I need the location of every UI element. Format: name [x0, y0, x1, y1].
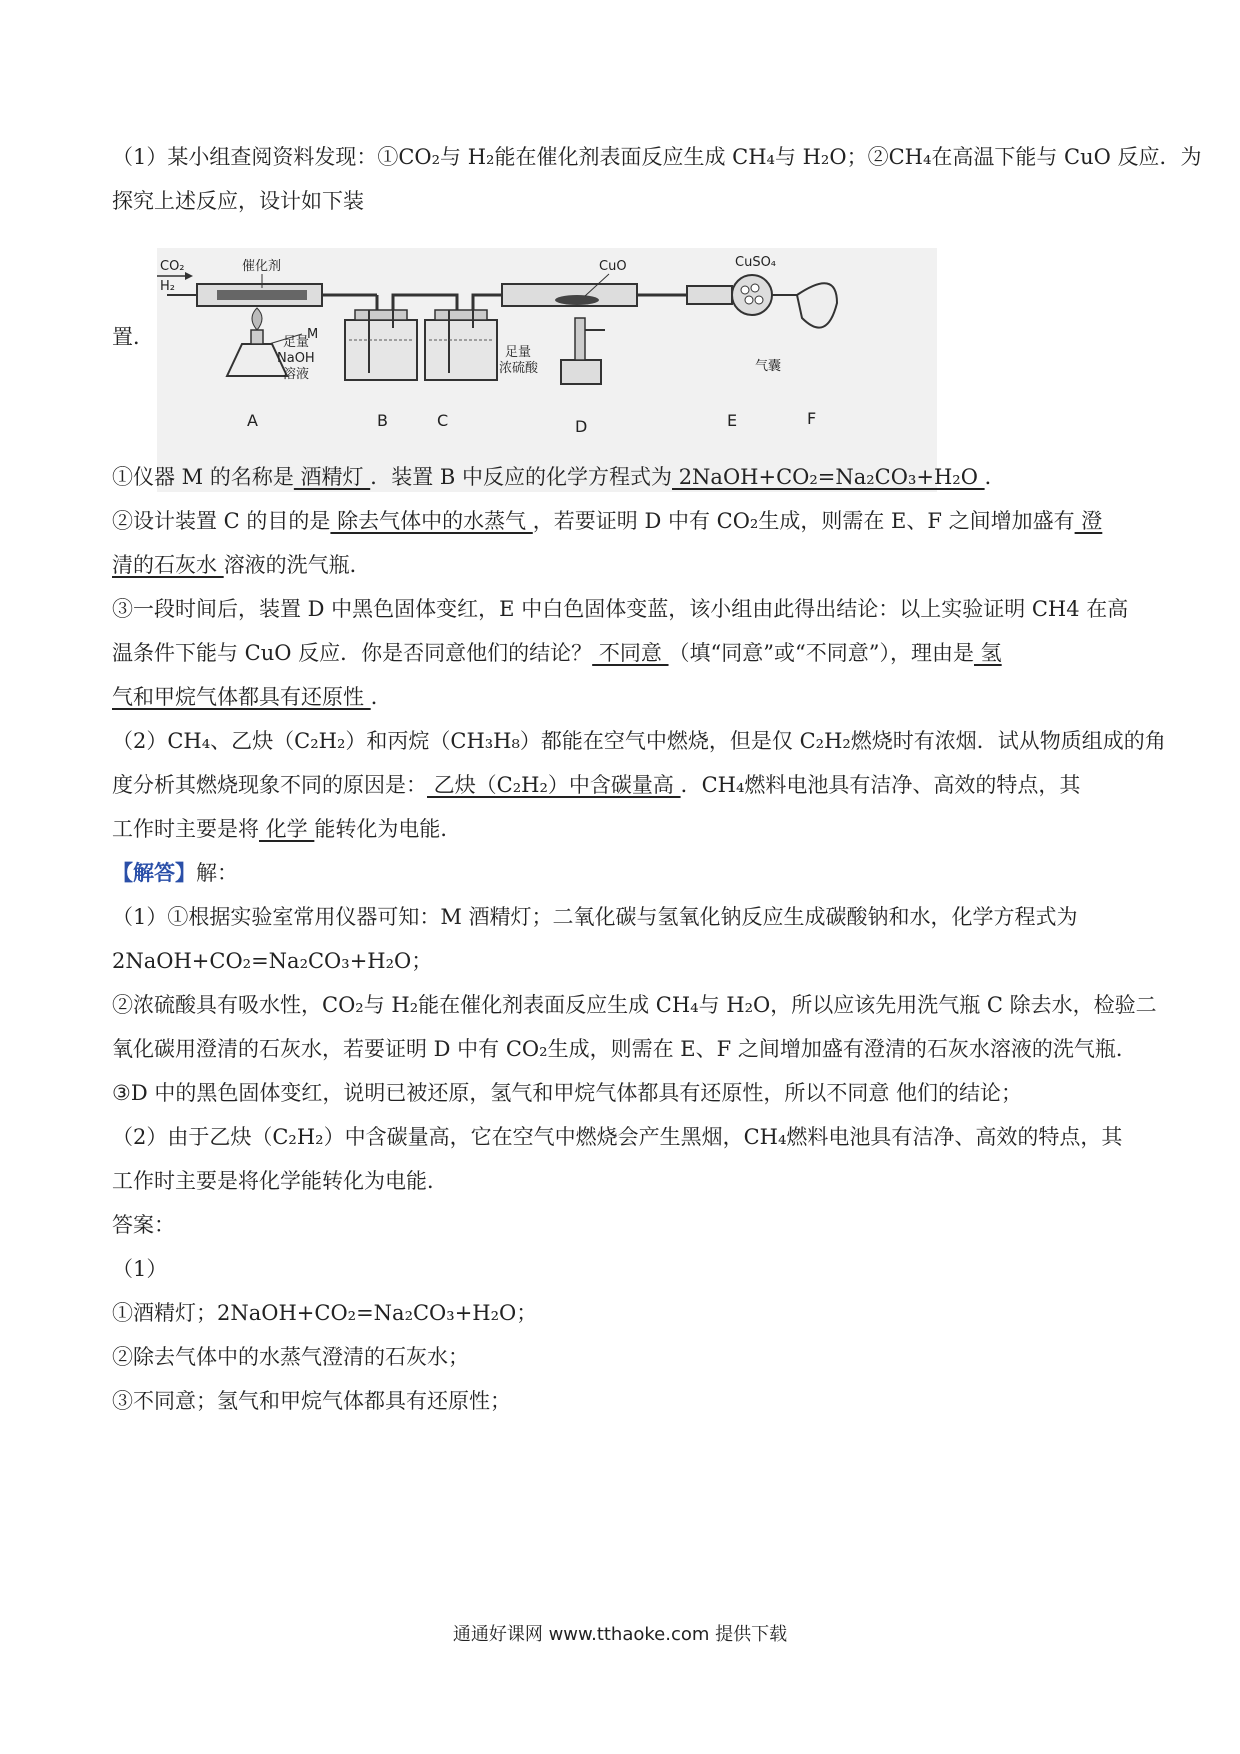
label-e: E — [727, 411, 738, 430]
q1-sub3-line3 — [112, 682, 392, 712]
q1-sub3-line2 — [112, 638, 1002, 668]
q1-line1: （1）某小组查阅资料发现：①CO₂与 H₂能在催化剂表面反应生成 CH₄与 H₂O；②CH₄在高温下能与 CuO 反应．为 — [112, 145, 1202, 169]
naoh-line1: 足量 — [283, 335, 310, 350]
q1-sub1-answer1: 酒精灯 — [293, 465, 371, 489]
solution-label-tail: 解： — [196, 861, 238, 885]
catalyst-bed — [217, 290, 307, 300]
q1-sub1 — [112, 462, 1006, 492]
q1-sub1-answer2: 2NaOH+CO₂=Na₂CO₃+H₂O — [672, 465, 985, 489]
solution-p2: 2NaOH+CO₂=Na₂CO₃+H₂O； — [112, 949, 433, 973]
solution-p1: （1）①根据实验室常用仪器可知：M 酒精灯；二氧化碳与氢氧化钠反应生成碳酸钠和水，化学方程式为 — [112, 905, 1078, 929]
answer-item1: ①酒精灯；2NaOH+CO₂=Na₂CO₃+H₂O； — [112, 1301, 538, 1325]
label-b: B — [377, 411, 388, 430]
q1-sub2-answer2: 澄 — [1074, 509, 1103, 533]
h2so4-line1: 足量 — [505, 345, 532, 360]
solution-p4: 氧化碳用澄清的石灰水，若要证明 D 中有 CO₂生成，则需在 E、F 之间增加盛有澄清的石灰水溶液的洗气瓶． — [112, 1037, 1137, 1061]
label-d: D — [575, 417, 588, 436]
q1-sub3-mid: （填“同意”或“不同意”），理由是 — [668, 641, 974, 665]
cuo-label: CuO — [599, 259, 627, 274]
naoh-line3: 溶液 — [283, 367, 310, 382]
q2-line2-end: ．CH₄燃料电池具有洁净、高效的特点，其 — [680, 773, 1081, 797]
solution-heading — [112, 858, 238, 888]
solution-p6: （2）由于乙炔（C₂H₂）中含碳量高，它在空气中燃烧会产生黑烟，CH₄燃料电池具有洁净、高效的特点，其 — [112, 1125, 1123, 1149]
cuo-sample — [555, 295, 599, 305]
burner-d — [561, 360, 601, 384]
q1-sub2-pre: ②设计装置 C 的目的是 — [112, 509, 331, 533]
q1-sub2-cont — [112, 550, 371, 580]
q1-sub2-mid: ，若要证明 D 中有 CO₂生成，则需在 E、F 之间增加盛有 — [532, 509, 1075, 533]
q1-line3: 置． — [112, 325, 154, 349]
answer-part1: （1） — [112, 1257, 168, 1281]
solution-p3: ②浓硫酸具有吸水性，CO₂与 H₂能在催化剂表面反应生成 CH₄与 H₂O，所以应该先用洗气瓶 C 除去水，检验二 — [112, 993, 1157, 1017]
q1-sub2 — [112, 506, 1102, 536]
q1-sub3-end: ． — [370, 685, 392, 709]
q2-line1: （2）CH₄、乙炔（C₂H₂）和丙烷（CH₃H₈）都能在空气中燃烧，但是仅 C₂H₂燃烧时有浓烟．试从物质组成的角 — [112, 729, 1166, 753]
m-label: M — [307, 327, 319, 342]
q1-sub3-answer2b: 气和甲烷气体都具有还原性 — [112, 685, 371, 709]
label-f: F — [807, 409, 817, 428]
q2-line3-end: 能转化为电能． — [314, 817, 462, 841]
q1-sub3-answer2: 氢 — [973, 641, 1002, 665]
q2-answer2: 化学 — [259, 817, 315, 841]
label-a: A — [247, 411, 258, 430]
solution-label: 【解答】 — [112, 860, 196, 885]
q1-sub3-line1: ③一段时间后，装置 D 中黑色固体变红，E 中白色固体变蓝，该小组由此得出结论：以上实验证明 CH4 在高 — [112, 597, 1129, 621]
gas-bag — [797, 283, 837, 327]
catalyst-label: 催化剂 — [242, 259, 282, 274]
h2so4-line2: 浓硫酸 — [499, 361, 539, 376]
drying-tube-e — [687, 286, 732, 304]
q1-sub2-answer1: 除去气体中的水蒸气 — [330, 509, 533, 533]
answer-label: 答案： — [112, 1213, 175, 1237]
q2-line2-pre: 度分析其燃烧现象不同的原因是： — [112, 773, 427, 797]
apparatus-diagram — [157, 248, 937, 492]
apparatus-figure — [157, 248, 937, 492]
label-c: C — [437, 411, 449, 430]
answer-item2: ②除去气体中的水蒸气澄清的石灰水； — [112, 1345, 469, 1369]
inlet-arrowhead — [185, 272, 193, 280]
answer-item3: ③不同意；氢气和甲烷气体都具有还原性； — [112, 1389, 511, 1413]
solution-p7: 工作时主要是将化学能转化为电能． — [112, 1169, 448, 1193]
q1-sub3-answer1: 不同意 — [592, 641, 669, 665]
q2-line3 — [112, 814, 461, 844]
q1-line2: 探究上述反应，设计如下装 — [112, 189, 364, 213]
h2-label: H₂ — [160, 279, 175, 294]
page-footer: 通通好课网 www.tthaoke.com 提供下载 — [452, 1624, 788, 1645]
cuso4-label: CuSO₄ — [735, 255, 777, 270]
q1-sub1-pre: ①仪器 M 的名称是 — [112, 465, 294, 489]
q1-sub2-end: 溶液的洗气瓶． — [223, 553, 371, 577]
q1-sub3-pre: 温条件下能与 CuO 反应．你是否同意他们的结论？ — [112, 641, 593, 665]
co2-label: CO₂ — [160, 259, 185, 274]
bottle-b — [345, 320, 417, 380]
naoh-line2: NaOH — [277, 351, 315, 366]
q2-line3-pre: 工作时主要是将 — [112, 817, 259, 841]
bag-label: 气囊 — [755, 359, 782, 374]
solution-p5: ③D 中的黑色固体变红，说明已被还原，氢气和甲烷气体都具有还原性，所以不同意 他们的结论； — [112, 1081, 1023, 1105]
bottle-c — [425, 320, 497, 380]
q2-answer1: 乙炔（C₂H₂）中含碳量高 — [427, 773, 681, 797]
q2-line2 — [112, 770, 1080, 800]
q1-sub2-answer2b: 清的石灰水 — [112, 553, 224, 577]
q1-sub1-mid: ．装置 B 中反应的化学方程式为 — [370, 465, 673, 489]
q1-sub1-end: ． — [984, 465, 1006, 489]
